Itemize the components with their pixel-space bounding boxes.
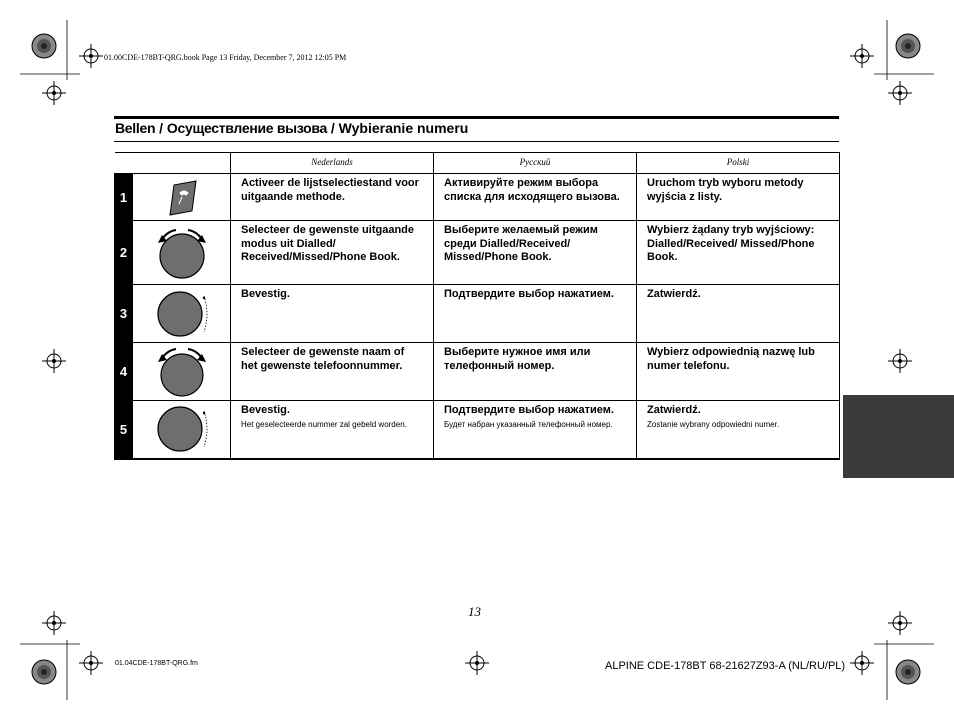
- title-nl: Bellen: [115, 120, 156, 136]
- table-row: [115, 285, 840, 343]
- step-text: Zatwierdź.: [647, 404, 701, 416]
- page-number: 13: [468, 604, 481, 619]
- step-image: [133, 401, 231, 459]
- step-image: [133, 221, 231, 285]
- step-text-nl: [231, 174, 434, 221]
- step-image: [133, 174, 231, 221]
- step-text-ru: [434, 285, 637, 343]
- step-text: Wybierz odpowiednią nazwę lub numer telefonu.: [647, 346, 815, 372]
- page-title: [115, 120, 468, 136]
- step-text-ru: [434, 221, 637, 285]
- step-note: Будет набран указанный телефонный номер.: [444, 419, 613, 429]
- step-text: Подтвердите выбор нажатием.: [444, 404, 614, 416]
- step-text-pl: [637, 401, 840, 459]
- step-number: 3: [115, 285, 133, 343]
- side-tab: [843, 395, 954, 478]
- table-row: [115, 401, 840, 459]
- step-text-pl: [637, 343, 840, 401]
- step-text: Uruchom tryb wyboru metody wyjścia z listy.: [647, 177, 804, 203]
- table-header-row: [115, 153, 840, 174]
- step-text-nl: [231, 221, 434, 285]
- step-text-ru: [434, 343, 637, 401]
- title-ru: Осуществление вызова: [166, 120, 327, 136]
- step-number: 4: [115, 343, 133, 401]
- table-row: [115, 343, 840, 401]
- step-text-pl: [637, 221, 840, 285]
- step-image: [133, 343, 231, 401]
- title-separator: /: [155, 120, 167, 136]
- title-separator: /: [327, 120, 339, 136]
- step-text: Bevestig.: [241, 404, 290, 416]
- rotary-knob-turn-icon: [134, 223, 230, 283]
- step-text: Selecteer de gewenste naam of het gewenste telefoonnummer.: [241, 346, 405, 372]
- step-text: Zatwierdź.: [647, 288, 701, 300]
- step-text: Активируйте режим выбора списка для исходящего вызова.: [444, 177, 620, 203]
- step-text-pl: [637, 285, 840, 343]
- rotary-knob-push-icon: [134, 401, 230, 457]
- column-header-nl: Nederlands: [231, 153, 434, 174]
- column-header-ru: Русский: [434, 153, 637, 174]
- phone-button-icon: [134, 175, 230, 219]
- step-text: Выберите желаемый режим среди Dialled/Received/ Missed/Phone Book.: [444, 224, 598, 263]
- step-image: [133, 285, 231, 343]
- step-text: Подтвердите выбор нажатием.: [444, 288, 614, 300]
- step-note: Zostanie wybrany odpowiedni numer.: [647, 419, 780, 429]
- header-note: 01.00CDE-178BT-QRG.book Page 13 Friday, December 7, 2012 12:05 PM: [104, 53, 347, 62]
- step-text: Wybierz żądany tryb wyjściowy: Dialled/Received/ Missed/Phone Book.: [647, 224, 815, 263]
- table-row: [115, 174, 840, 221]
- steps-table: [114, 152, 840, 460]
- column-header-pl: Polski: [637, 153, 840, 174]
- rotary-knob-turn-icon: [134, 344, 230, 400]
- step-text-nl: [231, 343, 434, 401]
- step-text: Selecteer de gewenste uitgaande modus uit Dialled/ Received/Missed/Phone Book.: [241, 224, 415, 263]
- header-blank: [115, 153, 231, 174]
- step-number: 2: [115, 221, 133, 285]
- table-row: [115, 221, 840, 285]
- step-number: 1: [115, 174, 133, 221]
- footer-filename: 01.04CDE-178BT-QRG.fm: [115, 660, 198, 667]
- step-text-pl: [637, 174, 840, 221]
- step-text: Activeer de lijstselectiestand voor uitgaande methode.: [241, 177, 419, 203]
- title-pl: Wybieranie numeru: [338, 120, 469, 136]
- step-text-nl: [231, 401, 434, 459]
- footer-model: ALPINE CDE-178BT 68-21627Z93-A (NL/RU/PL): [605, 660, 846, 672]
- step-text-nl: [231, 285, 434, 343]
- step-text: Выберите нужное имя или телефонный номер.: [444, 346, 591, 372]
- step-text-ru: [434, 174, 637, 221]
- title-rule-top: [114, 116, 839, 119]
- title-rule-bottom: [114, 141, 839, 142]
- step-text-ru: [434, 401, 637, 459]
- step-number: 5: [115, 401, 133, 459]
- step-text: Bevestig.: [241, 288, 290, 300]
- step-note: Het geselecteerde nummer zal gebeld worden.: [241, 419, 407, 429]
- rotary-knob-push-icon: [134, 286, 230, 342]
